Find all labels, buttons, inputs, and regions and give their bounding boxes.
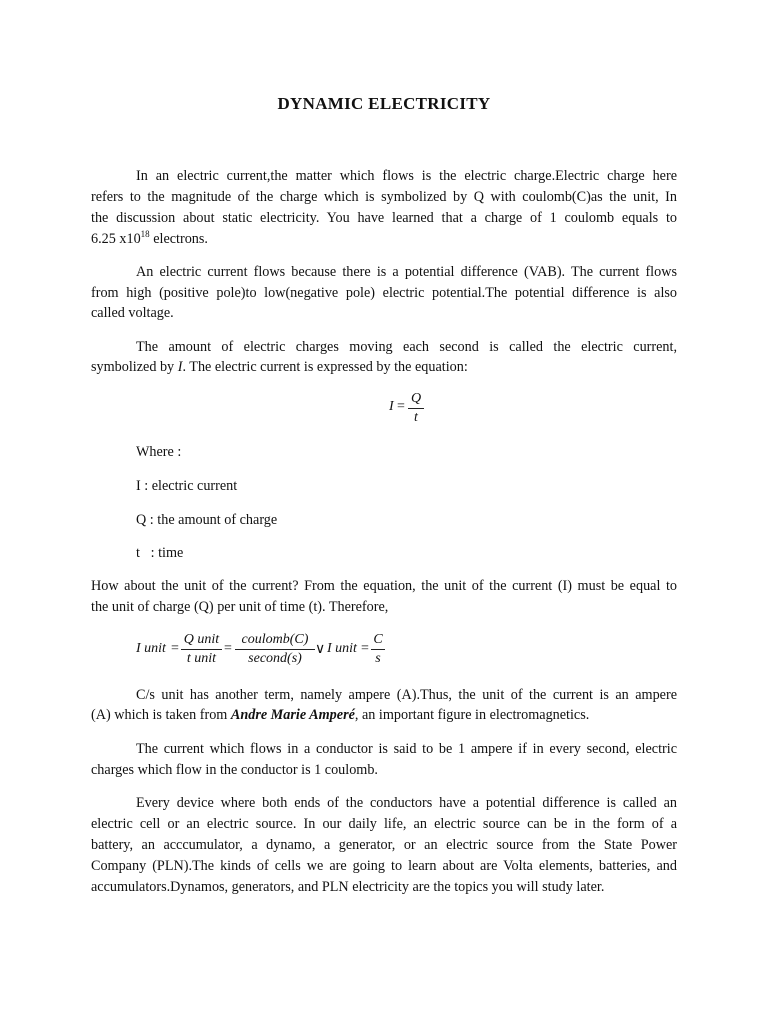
paragraph-7-line-2: electric cell or an electric source. In our daily life, an electric source can be in the form of a (91, 816, 677, 832)
eq1-fraction (408, 390, 424, 427)
eq2-equals-1: = (171, 641, 179, 656)
eq1-lhs: I (389, 399, 394, 414)
paragraph-7-line-1: Every device where both ends of the conductors have a potential difference is called an (136, 795, 677, 811)
paragraph-3-text-post: . The electric current is expressed by the equation: (182, 359, 468, 375)
eq1-equals: = (397, 399, 405, 414)
where-item-2: Q : the amount of charge (136, 512, 278, 528)
eq2-f3-numerator: C (373, 632, 383, 647)
eq2-equals-2: = (224, 641, 232, 656)
paragraph-2-line-2: from high (positive pole)to low(negative pole) electric potential.The potential difference is also (91, 285, 677, 301)
eq2-f1-denominator: t unit (186, 651, 217, 666)
paragraph-5-line-1: C/s unit has another term, namely ampere (A).Thus, the unit of the current is an ampere (136, 687, 677, 703)
paragraph-1-line-2: refers to the magnitude of the charge which is symbolized by Q with coulomb(C)as the unit, In (91, 189, 677, 205)
paragraph-6-line-1: The current which flows in a conductor is said to be 1 ampere if in every second, electric (136, 741, 677, 757)
page-title: DYNAMIC ELECTRICITY (277, 94, 491, 113)
paragraph-7-line-5: accumulators.Dynamos, generators, and PLN electricity are the topics you will study later. (91, 879, 605, 895)
paragraph-4-line-2: the unit of charge (Q) per unit of time (t). Therefore, (91, 599, 389, 615)
eq2-f1-numerator: Q unit (183, 632, 220, 647)
paragraph-3-text-pre: symbolized by (91, 359, 178, 375)
eq2-f2-numerator: coulomb(C) (241, 632, 309, 647)
eq2-fraction-1 (181, 631, 222, 668)
paragraph-1-line-4 (91, 230, 677, 248)
paragraph-2-line-3: called voltage. (91, 305, 174, 321)
charge-value: 6.25 x10 (91, 231, 141, 247)
where-item-1: I : electric current (136, 478, 238, 494)
eq2-f2-denominator: second(s) (248, 651, 302, 666)
exponent: 18 (140, 229, 150, 239)
paragraph-6-line-2: charges which flow in the conductor is 1 coulomb. (91, 762, 378, 778)
current-symbol: I (177, 359, 183, 375)
eq2-fraction-2 (235, 631, 315, 668)
charge-unit-text: electrons. (149, 231, 208, 247)
eq2-fraction-3 (371, 631, 385, 668)
where-label: Where : (136, 444, 182, 460)
eq1-numerator: Q (410, 391, 422, 406)
paragraph-1-line-1: In an electric current,the matter which flows is the electric charge.Electric charge here (136, 168, 677, 184)
paragraph-4-line-1: How about the unit of the current? From the equation, the unit of the current (I) must be equal to (91, 578, 677, 594)
ampere-name: Andre Marie Amperé (230, 707, 355, 723)
paragraph-2-line-1: An electric current flows because there is a potential difference (VAB). The current flows (136, 264, 677, 280)
paragraph-3-line-1: The amount of electric charges moving each second is called the electric current, (136, 339, 677, 355)
eq2-or-symbol: ∨ (315, 642, 326, 657)
paragraph-5-text-post: , an important figure in electromagnetics. (354, 707, 590, 723)
paragraph-3-line-2 (91, 358, 677, 376)
paragraph-7-line-4: Company (PLN).The kinds of cells we are going to learn about are Volta elements, batteries, and (91, 858, 677, 874)
where-item-3: t : time (136, 545, 184, 561)
paragraph-1-line-3: the discussion about static electricity. You have learned that a charge of 1 coulomb equals to (91, 210, 677, 226)
eq2-rhs: I unit (327, 641, 357, 656)
eq2-equals-3: = (361, 641, 369, 656)
eq2-f3-denominator: s (375, 651, 381, 666)
eq2-lhs: I unit (136, 641, 166, 656)
paragraph-7-line-3: battery, an acccumulator, a dynamo, a generator, or an electric source from the State Power (91, 837, 677, 853)
paragraph-5-text-pre: (A) which is taken from (91, 707, 231, 723)
eq1-denominator: t (414, 410, 418, 425)
paragraph-5-line-2 (91, 706, 677, 724)
